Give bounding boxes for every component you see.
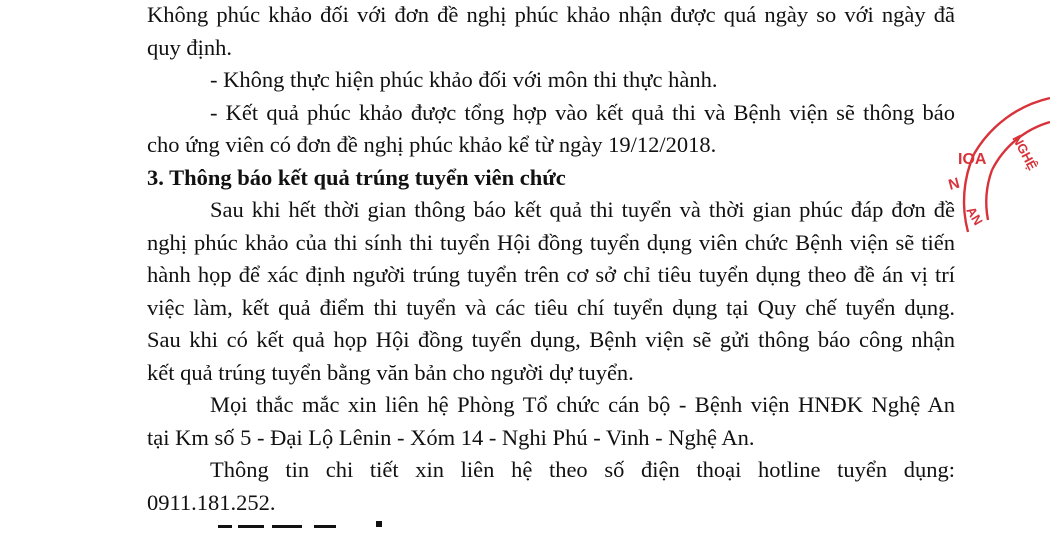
text-line: việc làm, kết quả điểm thi tuyển và các tiêu chí tuyển dụng tại Quy chế tuyển dụng. — [147, 295, 955, 320]
official-stamp — [930, 92, 1050, 252]
text-line: hành họp để xác định người trúng tuyển trên cơ sở chỉ tiêu tuyển dụng theo đề án vị trí — [147, 262, 955, 287]
stamp-text: IOA — [958, 151, 987, 168]
text-line: kết quả trúng tuyển bằng văn bản cho người dự tuyển. — [147, 360, 634, 385]
section-heading: 3. Thông báo kết quả trúng tuyển viên chức — [147, 165, 566, 190]
cropped-line — [216, 511, 396, 541]
text-line: Mọi thắc mắc xin liên hệ Phòng Tổ chức cán bộ - Bệnh viện HNĐK Nghệ An — [210, 392, 955, 417]
text-line: tại Km số 5 - Đại Lộ Lênin - Xóm 14 - Nghi Phú - Vinh - Nghệ An. — [147, 425, 755, 450]
text-line: cho ứng viên có đơn đề nghị phúc khảo kể từ ngày 19/12/2018. — [147, 132, 717, 157]
stamp-text: NGHỆ — [1009, 132, 1041, 173]
stamp-text: AN — [963, 204, 986, 228]
text-line: Sau khi có kết quả họp Hội đồng tuyển dụng, Bệnh viện sẽ gửi thông báo công nhận — [147, 327, 955, 352]
list-item: - Không thực hiện phúc khảo đối với môn thi thực hành. — [210, 67, 718, 92]
text-line: Không phúc khảo đối với đơn đề nghị phúc khảo nhận được quá ngày so với ngày đã — [147, 2, 955, 27]
text-line: Sau khi hết thời gian thông báo kết quả thi tuyển và thời gian phúc đáp đơn đề — [210, 197, 955, 222]
text-line: nghị phúc khảo của thi sính thi tuyển Hội đồng tuyển dụng viên chức Bệnh viện sẽ tiến — [147, 230, 955, 255]
phone-number: 0911.181.252. — [147, 490, 276, 515]
text-line: quy định. — [147, 35, 233, 60]
list-item: - Kết quả phúc khảo được tổng hợp vào kết quả thi và Bệnh viện sẽ thông báo — [210, 100, 955, 125]
text-line: Thông tin chi tiết xin liên hệ theo số điện thoại hotline tuyển dụng: — [210, 457, 955, 482]
stamp-text: N — [946, 174, 962, 194]
